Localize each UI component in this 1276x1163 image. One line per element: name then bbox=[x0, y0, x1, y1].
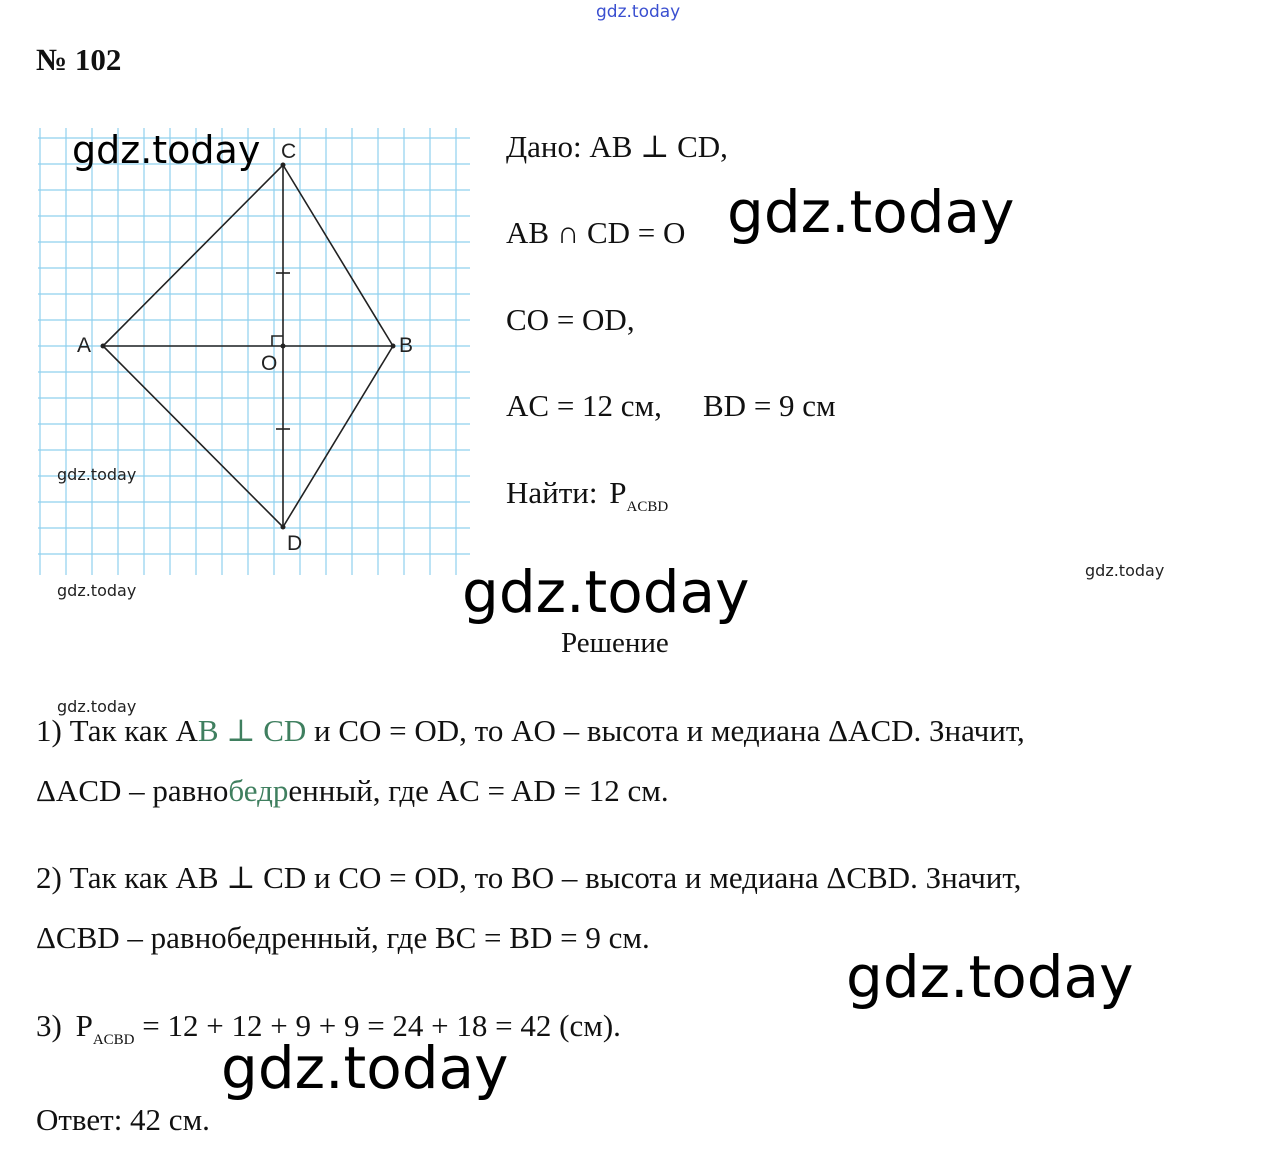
step-3-perimeter: P bbox=[75, 1008, 93, 1043]
step-1-text-hl: B ⊥ CD bbox=[197, 713, 307, 748]
watermark-figure: gdz.today bbox=[72, 128, 261, 172]
watermark-step2: gdz.today bbox=[846, 943, 1134, 1011]
step-1-line2-hl: бедр bbox=[228, 773, 289, 808]
step-3-prefix: 3) bbox=[36, 1008, 62, 1043]
watermark-step3: gdz.today bbox=[221, 1034, 509, 1102]
label-c: C bbox=[281, 140, 297, 163]
find-perimeter: P bbox=[609, 475, 627, 510]
label-d: D bbox=[287, 532, 303, 555]
step-3-subscript: ACBD bbox=[92, 1032, 135, 1048]
step-2-line-1: 2) Так как AB ⊥ CD и CO = OD, то BO – высота и медиана ΔCBD. Значит, bbox=[36, 860, 1022, 895]
watermark-solution: gdz.today bbox=[462, 558, 750, 626]
watermark-given: gdz.today bbox=[727, 178, 1015, 246]
watermark-figure-small-2: gdz.today bbox=[57, 581, 137, 600]
find-label: Найти: bbox=[506, 475, 598, 510]
answer: Ответ: 42 см. bbox=[36, 1102, 210, 1137]
step-1-line-2 bbox=[36, 773, 669, 809]
problem-number: № 102 bbox=[36, 42, 122, 77]
step-1-line2-a: ΔACD – равно bbox=[36, 773, 229, 808]
step-2-line-2: ΔCBD – равнобедренный, где BC = BD = 9 см. bbox=[36, 920, 650, 955]
rhombus-figure bbox=[30, 120, 480, 580]
step-1-text-b: и CO = OD, то AO – высота и медиана ΔACD. Значит, bbox=[306, 713, 1025, 748]
step-3-rest: = 12 + 12 + 9 + 9 = 24 + 18 = 42 (см). bbox=[134, 1008, 621, 1043]
given-line-4b: BD = 9 см bbox=[703, 388, 836, 423]
step-1-line2-b: енный, где AC = AD = 12 см. bbox=[288, 773, 669, 808]
watermark-figure-small-1: gdz.today bbox=[57, 465, 137, 484]
given-line-2: AB ∩ CD = O bbox=[506, 215, 686, 250]
find-subscript: ACBD bbox=[626, 499, 669, 515]
given-line-4a: AC = 12 см, bbox=[506, 388, 662, 423]
watermark-step1: gdz.today bbox=[57, 697, 137, 716]
label-o: O bbox=[261, 352, 278, 375]
label-a: A bbox=[77, 334, 92, 357]
given-line-3: CO = OD, bbox=[506, 302, 635, 337]
find-line bbox=[506, 475, 668, 516]
solution-title: Решение bbox=[561, 627, 669, 659]
label-b: B bbox=[399, 334, 414, 357]
step-1-text-a: 1) Так как A bbox=[36, 713, 198, 748]
step-1-line-1 bbox=[36, 713, 1025, 749]
given-line-1: Дано: AB ⊥ CD, bbox=[506, 129, 728, 164]
watermark-top: gdz.today bbox=[596, 2, 681, 22]
watermark-right-small: gdz.today bbox=[1085, 561, 1165, 580]
